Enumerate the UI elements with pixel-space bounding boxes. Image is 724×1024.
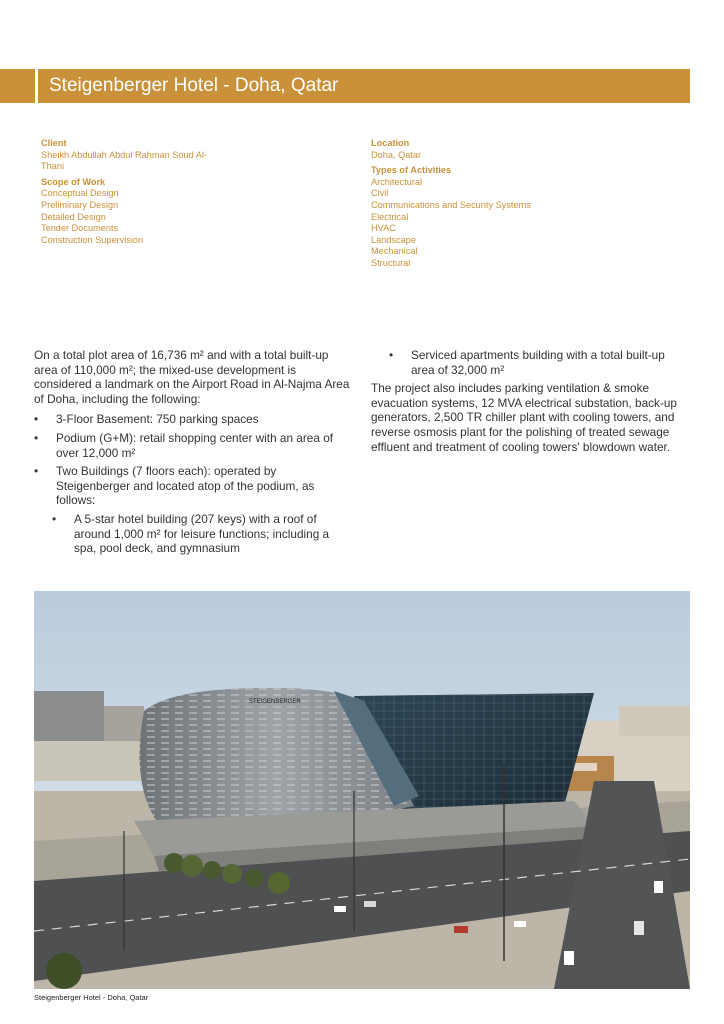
- page-title: Steigenberger Hotel - Doha, Qatar: [38, 69, 690, 103]
- list-item: • Two Buildings (7 floors each): operated by Steigenberger and located atop of the podium, as follows:: [34, 464, 350, 508]
- client-line: Thani: [41, 161, 64, 172]
- rooftop-sign-text: STEIGENBERGER: [249, 699, 301, 705]
- description-right: [371, 348, 691, 460]
- list-item: • Serviced apartments building with a total built-up area of 32,000 m²: [389, 348, 691, 377]
- building-sub-list: [34, 512, 350, 556]
- list-item: • Podium (G+M): retail shopping center with an area of over 12,000 m²: [34, 431, 350, 460]
- project-info-right: [371, 138, 611, 270]
- activity-item: Mechanical: [371, 246, 418, 257]
- activity-item: Structural: [371, 257, 411, 268]
- location-value: Doha, Qatar: [371, 149, 422, 160]
- project-info-left: [41, 138, 241, 246]
- description-left: [34, 348, 350, 560]
- closing-paragraph: The project also includes parking ventilation & smoke evacuation systems, 12 MVA electrical substation, back-up generators, 2,500 TR chiller plant with cooling towers, and reverse osmosis plant for the polishing of treated sewage effluent and treatment of cooling towers' blowdown water.: [371, 381, 677, 454]
- activity-item: Civil: [371, 188, 389, 199]
- scope-item: Preliminary Design: [41, 199, 119, 210]
- scope-item: Construction Supervision: [41, 234, 144, 245]
- location-label: Location: [371, 138, 410, 148]
- activity-item: Landscape: [371, 234, 416, 245]
- scope-item: Detailed Design: [41, 211, 106, 222]
- list-item: • 3-Floor Basement: 750 parking spaces: [34, 412, 350, 427]
- scope-item: Conceptual Design: [41, 188, 119, 199]
- photo-caption: Steigenberger Hotel - Doha, Qatar: [34, 993, 149, 1002]
- activity-item: Communications and Security Systems: [371, 199, 531, 210]
- scope-label: Scope of Work: [41, 176, 106, 187]
- activity-item: Electrical: [371, 211, 409, 222]
- scope-item: Tender Documents: [41, 223, 119, 234]
- client-line: Sheikh Abdullah Abdul Rahman Soud Al-: [41, 149, 208, 160]
- intro-paragraph: On a total plot area of 16,736 m² and with a total built-up area of 110,000 m²; the mixed-use development is considered a landmark on the Airport Road in Al-Najma Area of Doha, including the following:: [34, 348, 350, 406]
- activity-item: Architectural: [371, 176, 423, 187]
- building-sub-list-continued: [371, 348, 691, 377]
- feature-list: [34, 412, 350, 508]
- hotel-photo: [34, 591, 690, 989]
- client-label: Client: [41, 138, 67, 148]
- activity-item: HVAC: [371, 223, 396, 234]
- list-item: • A 5-star hotel building (207 keys) with a roof of around 1,000 m² for leisure functions; including a spa, pool deck, and gymnasium: [52, 512, 350, 556]
- activities-label: Types of Activities: [371, 165, 452, 176]
- banner-accent-block: [0, 69, 35, 103]
